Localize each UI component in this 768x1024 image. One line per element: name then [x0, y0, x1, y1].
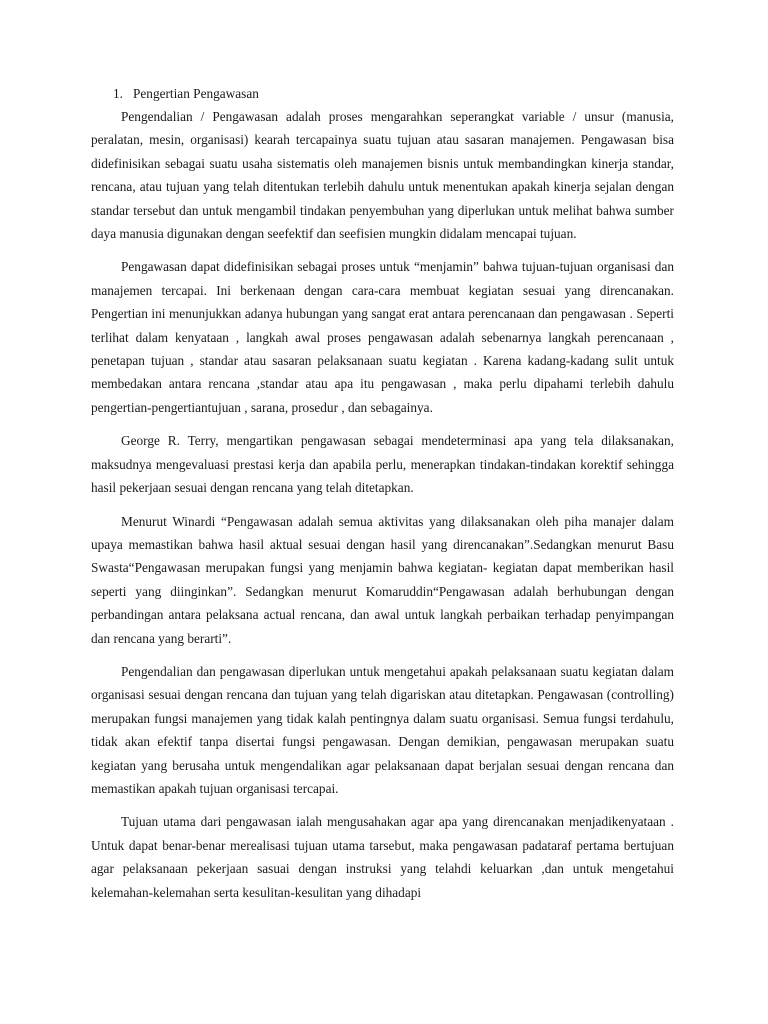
paragraph-guarantee: Pengawasan dapat didefinisikan sebagai proses untuk “menjamin” bahwa tujuan-tujuan organisasi dan manajemen tercapai. Ini berkenaan dengan cara-cara membuat kegiatan sesuai yang direncanakan. Pengertian ini menunjukkan adanya hubungan yang sangat erat antara perencanaan dan pengawasan . Seperti terlihat dalam kenyataan , langkah awal proses pengawasan adalah sebenarnya langkah perencanaan , penetapan tujuan , standar atau sasaran pelaksanaan suatu kegiatan . Karena kadang-kadang sulit untuk membedakan antara rencana ,standar atau apa itu pengawasan , maka perlu dipahami terlebih dahulu pengertian-pengertiantujuan , sarana, prosedur , dan sebagainya.	[91, 259, 674, 415]
paragraph-experts: Menurut Winardi “Pengawasan adalah semua aktivitas yang dilaksanakan oleh piha manajer dalam upaya memastikan bahwa hasil aktual sesuai dengan hasil yang direncanakan”.Sedangkan menurut Basu Swasta“Pengawasan merupakan fungsi yang menjamin bahwa kegiatan- kegiatan dapat memberikan hasil seperti yang diinginkan”. Sedangkan menurut Komaruddin“Pengawasan adalah berhubungan dengan perbandingan antara pelaksana actual rencana, dan awal untuk langkah perbaikan terhadap penyimpangan dan rencana yang berarti”.	[91, 513, 674, 646]
paragraph-definition: Pengendalian / Pengawasan adalah proses mengarahkan seperangkat variable / unsur (manusia, peralatan, mesin, organisasi) kearah tercapainya suatu tujuan atau sasaran manajemen. Pengawasan bisa didefinisikan sebagai suatu usaha sistematis oleh manajemen bisnis untuk membandingkan kinerja standar, rencana, atau tujuan yang telah ditentukan terlebih dahulu untuk menentukan apakah kinerja sejalan dengan standar tersebut dan untuk mengambil tindakan penyembuhan yang diperlukan untuk melihat bahwa sumber daya manusia digunakan dengan seefektif dan seefisien mungkin didalam mencapai tujuan.	[91, 109, 674, 242]
paragraph-main-goal: Tujuan utama dari pengawasan ialah mengusahakan agar apa yang direncanakan menjadikenyataan . Untuk dapat benar-benar merealisasi tujuan utama tarsebut, maka pengawasan padataraf pertama bertujuan agar pelaksanaan pekerjaan sasuai dengan instruksi yang telahdi keluarkan ,dan untuk mengetahui kelemahan-kelemahan serta kesulitan-kesulitan yang dihadapi	[91, 814, 674, 900]
section-title: Pengertian Pengawasan	[133, 86, 259, 101]
section-heading	[113, 82, 674, 105]
document-page	[91, 82, 674, 904]
section-number: 1.	[113, 86, 123, 101]
paragraph-control-function: Pengendalian dan pengawasan diperlukan untuk mengetahui apakah pelaksanaan suatu kegiatan dalam organisasi sesuai dengan rencana dan tujuan yang telah digariskan atau ditetapkan. Pengawasan (controlling) merupakan fungsi manajemen yang tidak kalah pentingnya dalam suatu organisasi. Semua fungsi terdahulu, tidak akan efektif tanpa disertai fungsi pengawasan. Dengan demikian, pengawasan merupakan suatu kegiatan yang berusaha untuk mengendalikan agar pelaksanaan dapat berjalan sesuai dengan rencana dan memastikan apakah tujuan organisasi tercapai.	[91, 663, 674, 796]
paragraph-terry: George R. Terry, mengartikan pengawasan sebagai mendeterminasi apa yang tela dilaksanakan, maksudnya mengevaluasi prestasi kerja dan apabila perlu, menerapkan tindakan-tindakan korektif sehingga hasil pekerjaan sesuai dengan rencana yang telah ditetapkan.	[91, 433, 674, 496]
